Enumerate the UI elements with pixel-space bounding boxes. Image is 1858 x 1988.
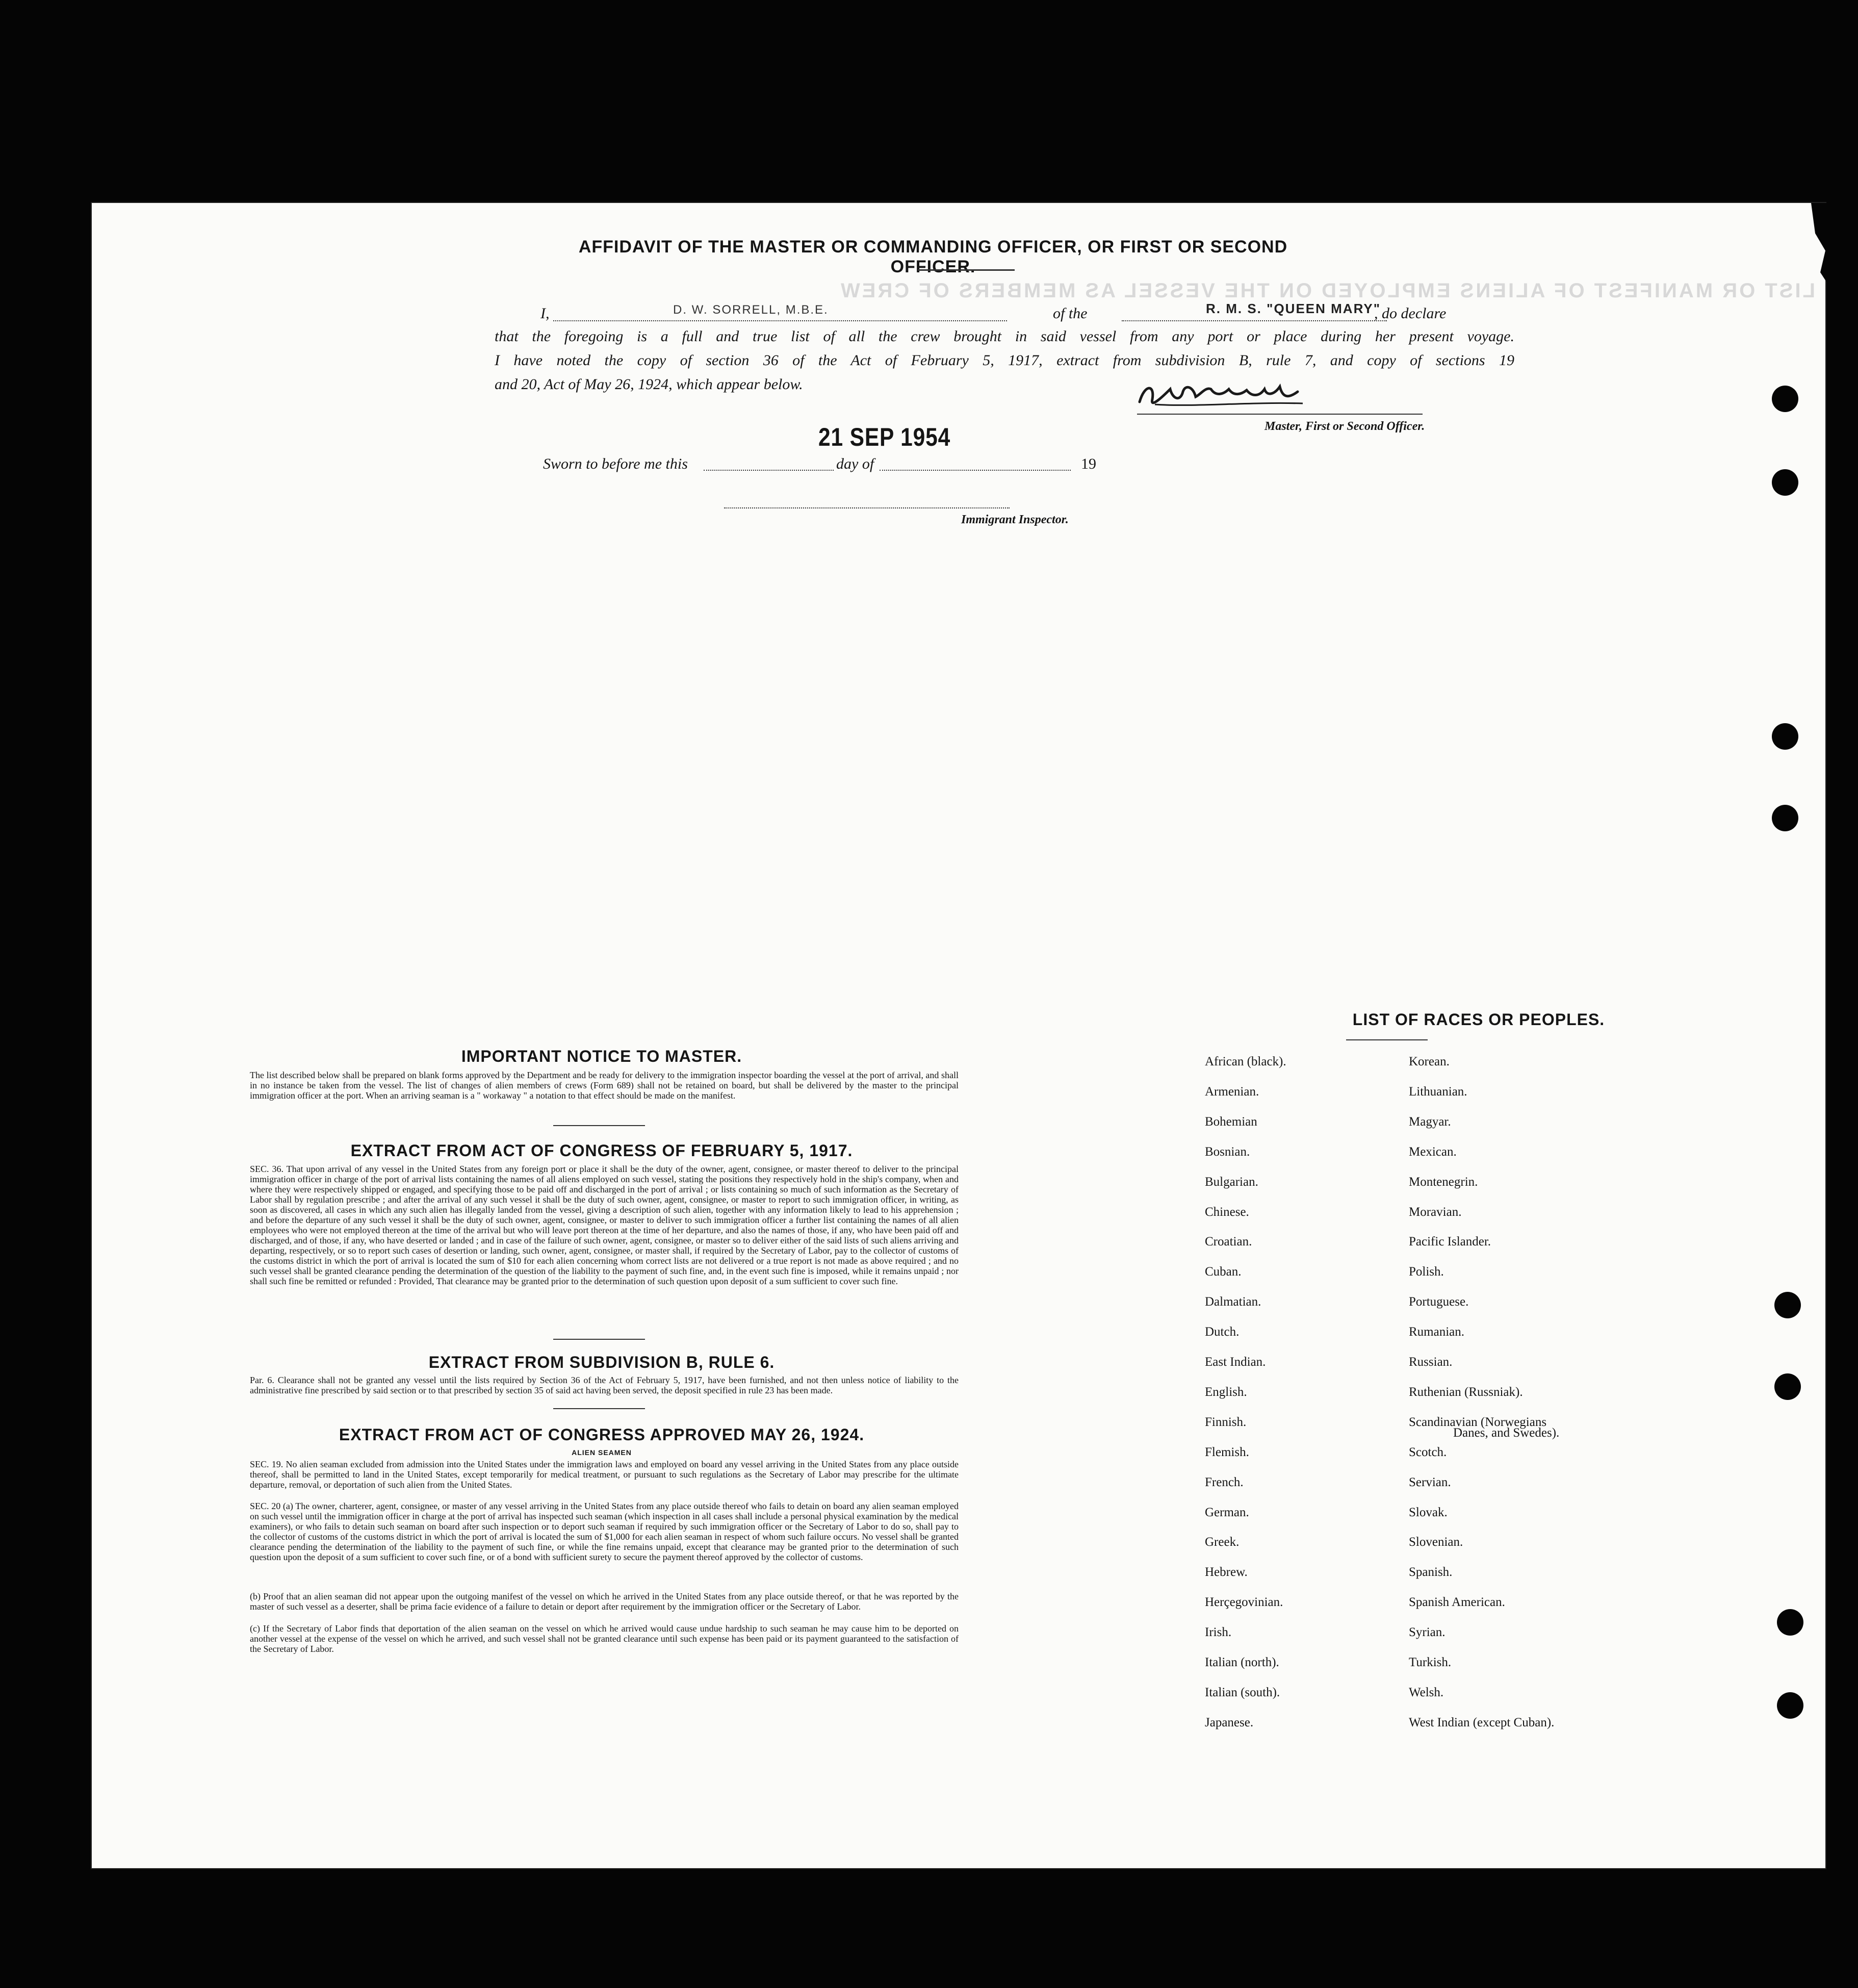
race-item: Magyar. [1409, 1115, 1451, 1129]
race-item: Italian (north). [1205, 1655, 1279, 1669]
punch-hole [1777, 1609, 1803, 1636]
race-item: Greek. [1205, 1535, 1240, 1549]
extract-1924-sec20c: (c) If the Secretary of Labor finds that deportation of the alien seaman on the vessel on which he arrived would cause undue hardship to such seaman he may cause him to be deported on another vessel at the expense of the vessel on which he arrived, and such vessel shall not be granted clearance until such expense has been paid or its payment guaranteed to the satisfaction of the Secretary of Labor. [250, 1623, 959, 1654]
race-item: Portuguese. [1409, 1295, 1469, 1309]
race-item: Spanish American. [1409, 1595, 1505, 1609]
notice-body: The list described below shall be prepared on blank forms approved by the Department and be ready for delivery to the immigration inspector boarding the vessel at the port of arrival, and shall in no instance be taken from the vessel. The list of changes of alien members of crews (Form 689) shall not be retained on board, but shall be delivered by the master to the principal immigration officer at the port. When an arriving seaman is a " workaway " a notation to that effect should be made on the manifest. [250, 1070, 959, 1101]
sworn-middle: day of [836, 455, 874, 472]
race-item: Turkish. [1409, 1655, 1452, 1669]
sworn-year: 19 [1081, 455, 1096, 472]
race-item: Hebrew. [1205, 1565, 1248, 1579]
race-item: Italian (south). [1205, 1686, 1280, 1699]
sworn-prefix: Sworn to before me this [543, 455, 688, 472]
extract-1924-title: EXTRACT FROM ACT OF CONGRESS APPROVED MAY 26, 1924. [339, 1425, 865, 1444]
race-item: Bulgarian. [1205, 1175, 1258, 1189]
race-item: English. [1205, 1385, 1247, 1399]
date-stamp: 21 SEP 1954 [818, 423, 951, 451]
extract-1924-subtitle: ALIEN SEAMEN [572, 1448, 632, 1457]
sworn-month-line [880, 470, 1071, 471]
inspector-line [724, 507, 1010, 508]
extract-1924-sec20a: SEC. 20 (a) The owner, charterer, agent, consignee, or master of any vessel arriving in the United States from any place outside thereof who fails to detain on board any alien seaman employed on such vessel until the immigration officer in charge at the port of arrival has inspected such seaman (which inspection in all cases shall include a personal physical examination by the medical examiners), or who fails to detain such seaman on board after such inspection or to deport such seaman if required by such immigration officer or the Secretary of Labor to do so, shall pay to the collector of customs of the customs district in which the port of arrival is located the sum of $1,000 for each alien seaman in respect of whom such failure occurs. No vessel shall be granted clearance pending the determination of the liability to the payment of such fine, or while the fine remains unpaid, except that clearance may be granted prior to the determination of such question upon the deposit of a sum sufficient to cover such fine, or of a bond with sufficient surety to secure the payment thereof approved by the collector of customs. [250, 1501, 959, 1562]
race-item: Mexican. [1409, 1145, 1457, 1159]
extract-1917-body: SEC. 36. That upon arrival of any vessel in the United States from any foreign port or place it shall be the duty of the owner, agent, consignee, or master thereof to deliver to the principal immigration officer in charge of the port of arrival lists containing the names of all aliens employed on such vessel, stating the positions they respectively hold in the ship's company, when and where they were respectively shipped or engaged, and specifying those to be paid off and discharged in the port of arrival ; or lists containing so much of such information as the Secretary of Labor shall by regulation prescribe ; and after the arrival of any such vessel it shall be the duty of such owner, agent, consignee, or master to report to such immigration officer, in writing, as soon as discovered, all cases in which any such alien has illegally landed from the vessel, giving a description of such alien, together with any information likely to lead to his apprehension ; and before the departure of any such vessel it shall be the duty of such owner, agent, consignee, or master to deliver to such immigration officer a further list containing the names of all alien employees who were not employed thereon at the time of the arrival but who will leave port thereon at the time of her departure, and also the names of those, if any, who have been paid off and discharged, and of those, if any, who have deserted or landed ; and in case of the failure of such owner, agent, consignee, or master so to deliver either of the said lists of such aliens arriving and departing, respectively, or so to report such cases of desertion or landing, such owner, agent, consignee, or master shall, if required by the Secretary of Labor, pay to the collector of customs of the customs district in which the port of arrival is located the sum of $10 for each alien concerning whom correct lists are not delivered or a true report is not made as above required ; and no such vessel shall be granted clearance pending the determination of the question of the liability to the payment of such fine, and, in the event such fine is imposed, while it remains unpaid ; nor shall such fine be remitted or refunded : Provided, That clearance may be granted prior to the determination of such question upon deposit of a sum sufficient to cover such fine. [250, 1164, 959, 1286]
race-item: Bohemian [1205, 1115, 1257, 1129]
extract-1917-title: EXTRACT FROM ACT OF CONGRESS OF FEBRUARY 5, 1917. [350, 1141, 853, 1160]
bleed-through-header: LIST OR MANIFEST OF ALIENS EMPLOYED ON THE VESSEL AS MEMBERS OF CREW [838, 279, 1815, 302]
race-item: Welsh. [1409, 1686, 1444, 1699]
extract-rule-body: Par. 6. Clearance shall not be granted any vessel until the lists required by Section 36 of the Act of February 5, 1917, have been furnished, and not then unless notice of liability to the administrative fine prescribed by said section or to that prescribed by section 35 of said act having been served, the deposit specified in rule 23 has been made. [250, 1375, 959, 1395]
document-page [92, 203, 1825, 1868]
race-item: Bosnian. [1205, 1145, 1250, 1159]
declaration-line-3: I have noted the copy of section 36 of the Act of February 5, 1917, extract from subdivision B, rule 7, and copy of sections 19 [495, 352, 1514, 369]
torn-corner [1811, 203, 1831, 290]
race-item: Dutch. [1205, 1325, 1240, 1339]
race-item: Moravian. [1409, 1205, 1462, 1219]
race-item: Finnish. [1205, 1415, 1247, 1429]
declaration-line-2: that the foregoing is a full and true list of all the crew brought in said vessel from any port or place during her present voyage. [495, 328, 1514, 345]
punch-hole [1772, 723, 1798, 750]
race-item: Russian. [1409, 1355, 1453, 1369]
declaration-line-4: and 20, Act of May 26, 1924, which appear below. [495, 376, 803, 393]
race-item: Scandinavian (Norwegians [1409, 1415, 1547, 1429]
race-item: Polish. [1409, 1265, 1444, 1279]
race-continuation: Danes, and Swedes). [1453, 1426, 1560, 1440]
notice-title: IMPORTANT NOTICE TO MASTER. [461, 1047, 742, 1065]
race-item: German. [1205, 1506, 1249, 1519]
race-item: Rumanian. [1409, 1325, 1465, 1339]
vessel-name: R. M. S. "QUEEN MARY" [1206, 301, 1381, 316]
name-line [553, 320, 1007, 321]
punch-hole [1774, 1373, 1801, 1400]
master-name: D. W. SORRELL, M.B.E. [673, 303, 829, 317]
extract-1917-divider [553, 1339, 645, 1340]
sworn-day-line [704, 470, 834, 471]
race-item: Montenegrin. [1409, 1175, 1478, 1189]
signature-caption: Master, First or Second Officer. [1265, 420, 1425, 433]
punch-hole [1772, 469, 1798, 496]
race-item: Lithuanian. [1409, 1085, 1467, 1099]
race-item: Irish. [1205, 1625, 1232, 1639]
title-underline [918, 269, 1015, 271]
punch-hole [1774, 1292, 1801, 1318]
extract-rule-title: EXTRACT FROM SUBDIVISION B, RULE 6. [428, 1353, 775, 1371]
inspector-caption: Immigrant Inspector. [961, 513, 1069, 526]
signature-line [1137, 414, 1423, 415]
race-item: Chinese. [1205, 1205, 1249, 1219]
race-item: Pacific Islander. [1409, 1235, 1491, 1248]
signature [1134, 374, 1318, 415]
race-item: East Indian. [1205, 1355, 1266, 1369]
race-item: Dalmatian. [1205, 1295, 1261, 1309]
race-item: Servian. [1409, 1475, 1451, 1489]
race-item: Cuban. [1205, 1265, 1242, 1279]
race-item: Armenian. [1205, 1085, 1259, 1099]
race-item: Spanish. [1409, 1565, 1453, 1579]
extract-1924-sec20b: (b) Proof that an alien seaman did not appear upon the outgoing manifest of the vessel on which he arrived in the United States from any place outside thereof, or that he was reported by the master of such vessel as a deserter, shall be prima facie evidence of a failure to detain or deport after requirement by the immigration officer or the Secretary of Labor. [250, 1591, 959, 1612]
races-title: LIST OF RACES OR PEOPLES. [1352, 1010, 1605, 1029]
vessel-line [1122, 320, 1387, 321]
race-item: Korean. [1409, 1055, 1450, 1068]
race-item: Croatian. [1205, 1235, 1252, 1248]
punch-hole [1772, 805, 1798, 831]
declaration-prefix: I, [540, 305, 550, 322]
punch-hole [1777, 1692, 1803, 1719]
race-item: Japanese. [1205, 1716, 1254, 1729]
race-item: West Indian (except Cuban). [1409, 1716, 1555, 1729]
race-item: Ruthenian (Russniak). [1409, 1385, 1523, 1399]
race-item: Herçegovinian. [1205, 1595, 1283, 1609]
race-item: African (black). [1205, 1055, 1286, 1068]
extract-1924-sec19: SEC. 19. No alien seaman excluded from admission into the United States under the immigration laws and employed on board any vessel arriving in the United States from any place outside thereof, shall be permitted to land in the United States, except temporarily for medical treatment, or pursuant to such regulations as the Secretary of Labor may prescribe for the ultimate departure, removal, or deportation of such alien from the United States. [250, 1459, 959, 1490]
race-item: Slovenian. [1409, 1535, 1463, 1549]
extract-rule-divider [553, 1408, 645, 1409]
race-item: Slovak. [1409, 1506, 1448, 1519]
race-item: French. [1205, 1475, 1244, 1489]
race-item: Syrian. [1409, 1625, 1446, 1639]
affidavit-title: AFFIDAVIT OF THE MASTER OR COMMANDING OFFICER, OR FIRST OR SECOND OFFICER. [578, 237, 1288, 276]
punch-hole [1772, 386, 1798, 412]
race-item: Scotch. [1409, 1445, 1447, 1459]
declaration-suffix: , do declare [1374, 305, 1447, 322]
race-item: Flemish. [1205, 1445, 1249, 1459]
races-divider [1346, 1039, 1428, 1040]
declaration-of: of the [1053, 305, 1088, 322]
notice-divider [553, 1125, 645, 1126]
